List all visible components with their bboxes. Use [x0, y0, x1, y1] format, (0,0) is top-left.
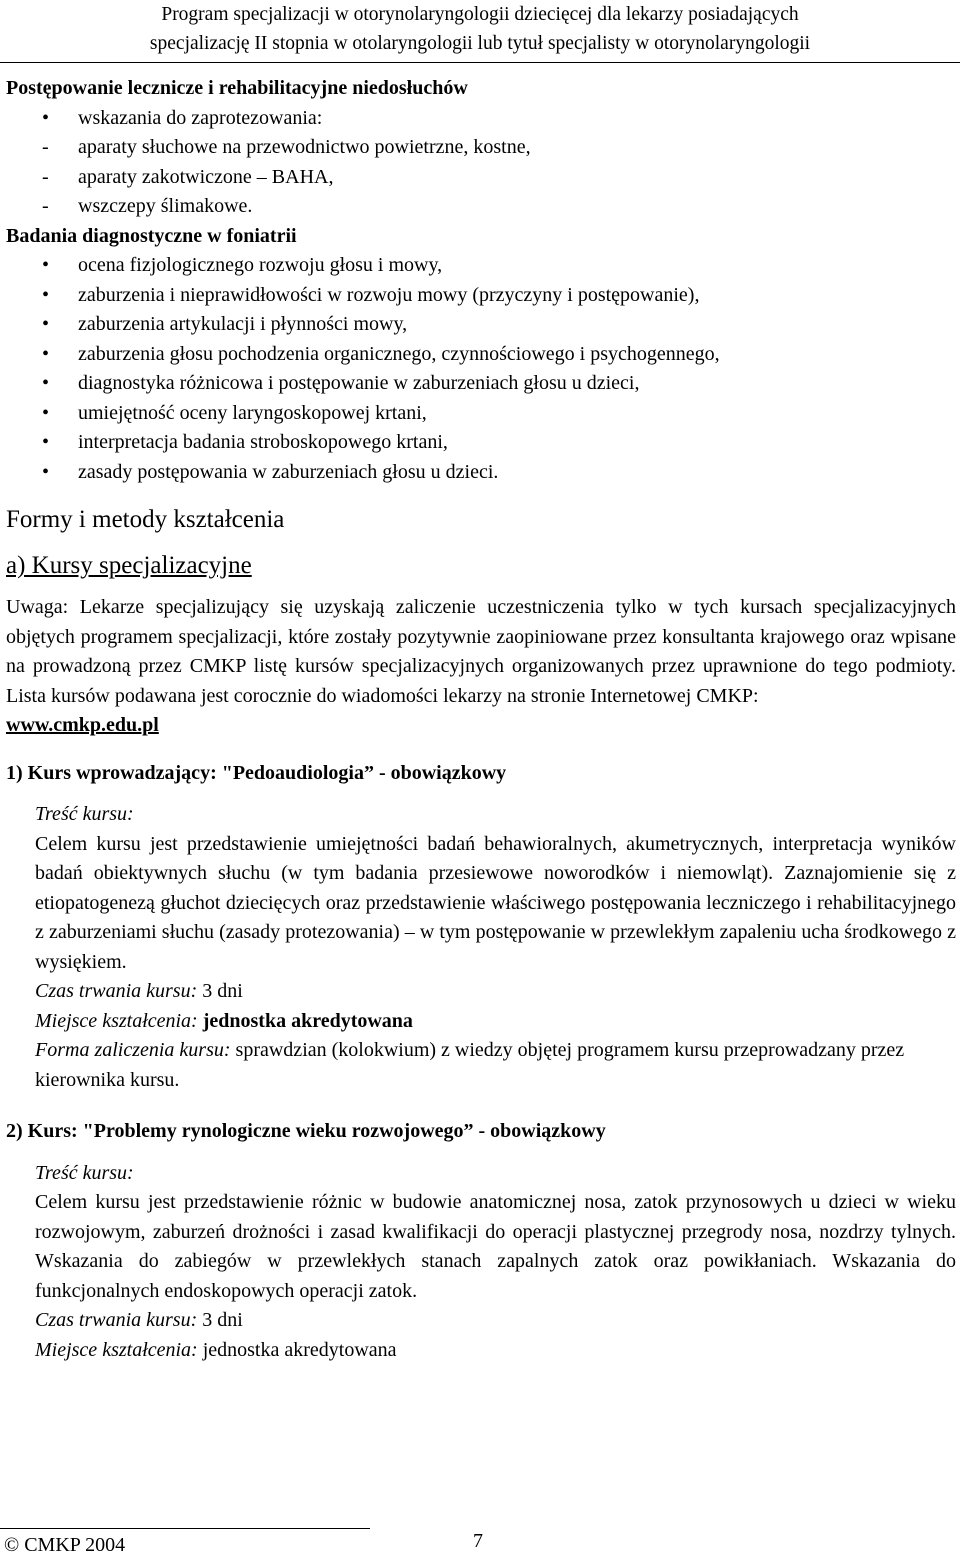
course-2-details [6, 1159, 956, 1366]
place-value: jednostka akredytowana [197, 1338, 397, 1361]
dash-item-text: aparaty zakotwiczone – BAHA, [78, 165, 334, 188]
course-1-details [6, 800, 956, 1095]
hearing-treatment-list [6, 104, 956, 134]
cmkp-website-link[interactable]: www.cmkp.edu.pl [6, 714, 159, 736]
note-text: Lekarze specjalizujący się uzyskają zaliczenie uczestniczenia tylko w tych kursach specjalizacyjnych objętych programem specjalizacji, które zostały pozytywnie zaopiniowane przez konsultanta krajowego oraz wpisane na prowadzoną przez CMKP listę kursów specjalizacyjnych organizowanych przez uprawnione do tego podmioty. Lista kursów podawana jest corocznie do wiadomości lekarzy na stronie Internetowej CMKP: [6, 596, 956, 707]
course-2-content-label: Treść kursu: [35, 1161, 134, 1184]
list-item [6, 133, 956, 163]
course-1-duration [35, 977, 956, 1007]
list-item: • zasady postępowania w zaburzeniach głosu u dzieci. [6, 458, 956, 488]
dash-item-text: aparaty słuchowe na przewodnictwo powietrzne, kostne, [78, 136, 531, 158]
course-2-content: Celem kursu jest przedstawienie różnic w budowie anatomicznej nosa, zatok przynosowych u dzieci w wieku rozwojowym, zaburzeń drożności i zasad kwalifikacji do operacji plastycznej przegrody nosa, nozdrzy tylnych. Wskazania do zabiegów w przewlekłych stanach zapalnych zatok oraz powikłaniach. Wskazania do funkcjonalnych endoskopowych operacji zatok. [35, 1191, 956, 1302]
page-header [0, 0, 960, 58]
duration-label: Czas trwania kursu: [35, 1309, 198, 1331]
dash-marker: - [42, 136, 49, 158]
dash-marker: - [42, 195, 49, 217]
note-paragraph [6, 593, 956, 741]
footer-copyright: © CMKP 2004 [4, 1534, 126, 1556]
section-title-training-forms: Formy i metody kształcenia [6, 506, 285, 533]
section-title-phoniatrics: Badania diagnostyczne w foniatrii [6, 224, 297, 247]
course-1-place [35, 1007, 956, 1037]
list-item: • diagnostyka różnicowa i postępowanie w zaburzeniach głosu u dzieci, [6, 369, 956, 399]
list-item: • umiejętność oceny laryngoskopowej krtani, [6, 399, 956, 429]
header-divider [0, 62, 960, 63]
phoniatrics-list [6, 251, 956, 487]
footer-divider [0, 1528, 370, 1529]
course-1-content-label: Treść kursu: [35, 803, 134, 825]
course-1-assessment [35, 1036, 956, 1095]
section-title-hearing-treatment: Postępowanie lecznicze i rehabilitacyjne niedosłuchów [6, 77, 468, 99]
list-item: • zaburzenia i nieprawidłowości w rozwoju mowy (przyczyny i postępowanie), [6, 281, 956, 311]
place-label: Miejsce kształcenia: [35, 1009, 198, 1032]
list-item [6, 163, 956, 193]
duration-value: 3 dni [197, 980, 243, 1002]
page-number: 7 [473, 1530, 483, 1552]
list-item [6, 192, 956, 222]
list-item: • ocena fizjologicznego rozwoju głosu i mowy, [6, 251, 956, 281]
document-body [6, 74, 956, 1365]
assessment-value: sprawdzian (kolokwium) z wiedzy objętej programem kursu przeprowadzany przez kierownika kursu. [35, 1039, 905, 1091]
duration-label: Czas trwania kursu: [35, 980, 198, 1002]
header-line-1: Program specjalizacji w otorynolaryngologii dziecięcej dla lekarzy posiadających [161, 4, 799, 25]
assessment-label: Forma zaliczenia kursu: [35, 1039, 231, 1061]
course-2-title: 2) Kurs: "Problemy rynologiczne wieku rozwojowego” - obowiązkowy [6, 1120, 606, 1142]
course-1-title: 1) Kurs wprowadzający: "Pedoaudiologia” - obowiązkowy [6, 761, 507, 784]
header-line-2: specjalizację II stopnia w otolaryngologii lub tytuł specjalisty w otorynolaryngologii [149, 33, 811, 54]
dash-item-text: wszczepy ślimakowe. [78, 195, 253, 217]
course-2-duration [35, 1306, 956, 1336]
duration-value: 3 dni [197, 1309, 243, 1331]
course-1-content: Celem kursu jest przedstawienie umiejętności badań behawioralnych, akumetrycznych, interpretacja wyników badań obiektywnych słuchu (w tym badania przesiewowe noworodków i niemowląt). Zaznajomienie się z etiopatogenezą głuchot dziecięcych oraz przedstawienie właściwego postępowania leczniczego i rehabilitacyjnego z zaburzeniami słuchu (zasady protezowania) – w tym postępowanie w przewlekłym zapaleniu ucha środkowego z wysiękiem. [35, 832, 956, 973]
dash-marker: - [42, 165, 49, 188]
course-2-place [35, 1336, 956, 1366]
subsection-title-courses: a) Kursy specjalizacyjne [6, 552, 252, 579]
place-label: Miejsce kształcenia: [35, 1338, 198, 1361]
list-item: • interpretacja badania stroboskopowego krtani, [6, 428, 956, 458]
list-item: • wskazania do zaprotezowania: [6, 104, 956, 134]
note-label: Uwaga: [6, 596, 69, 618]
list-item: • zaburzenia głosu pochodzenia organicznego, czynnościowego i psychogennego, [6, 340, 956, 370]
place-value: jednostka akredytowana [197, 1009, 413, 1032]
list-item: • zaburzenia artykulacji i płynności mowy, [6, 310, 956, 340]
